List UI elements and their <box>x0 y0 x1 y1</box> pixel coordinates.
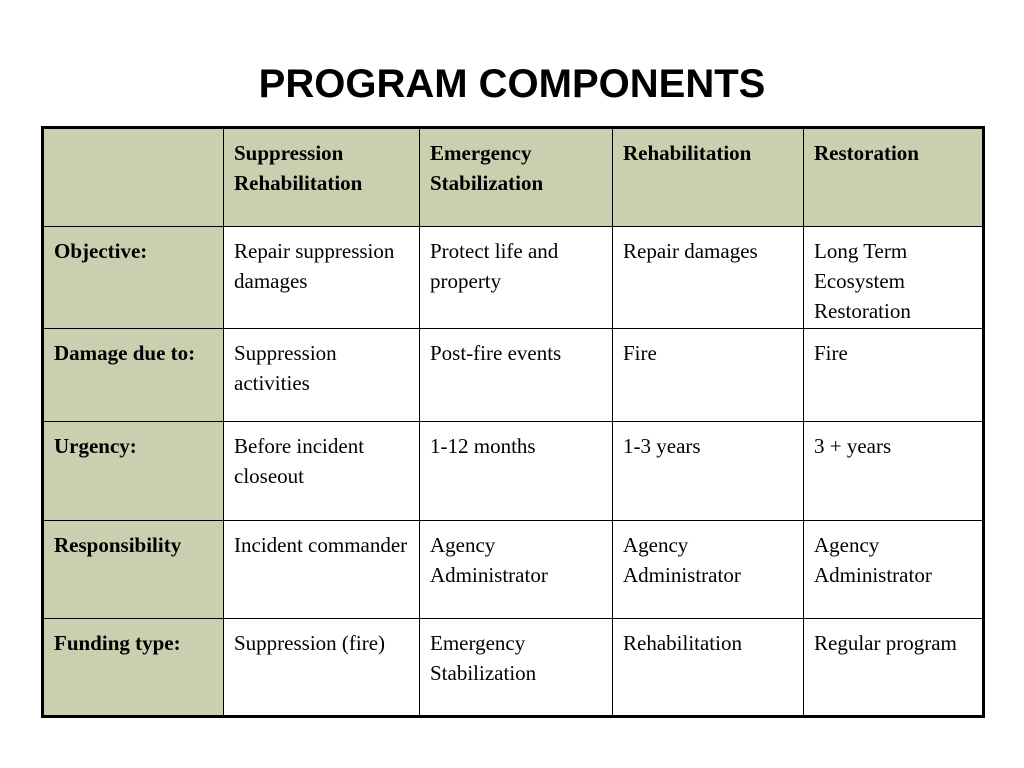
table-cell: Post-fire events <box>420 329 613 422</box>
table-header-row <box>43 128 984 227</box>
table-cell: Regular program <box>804 619 984 717</box>
row-header: Objective: <box>43 227 224 329</box>
table-cell: Fire <box>804 329 984 422</box>
table-cell: Emergency Stabilization <box>420 619 613 717</box>
column-header: Rehabilitation <box>613 128 804 227</box>
table-row <box>43 329 984 422</box>
table-cell: 1-12 months <box>420 422 613 521</box>
table-row <box>43 422 984 521</box>
table-cell: Agency Administrator <box>804 521 984 619</box>
table-cell: Rehabilitation <box>613 619 804 717</box>
table-cell: 1-3 years <box>613 422 804 521</box>
row-header: Damage due to: <box>43 329 224 422</box>
table-row <box>43 521 984 619</box>
table-cell: Suppression (fire) <box>224 619 420 717</box>
table-row <box>43 227 984 329</box>
column-header: Restoration <box>804 128 984 227</box>
table-cell: Fire <box>613 329 804 422</box>
table-cell: Agency Administrator <box>613 521 804 619</box>
table-cell: Long Term Ecosystem Restoration <box>804 227 984 329</box>
table-cell: Protect life and property <box>420 227 613 329</box>
row-header: Urgency: <box>43 422 224 521</box>
table-cell: Repair suppression damages <box>224 227 420 329</box>
row-header: Funding type: <box>43 619 224 717</box>
table-cell: Agency Administrator <box>420 521 613 619</box>
table-cell: Incident commander <box>224 521 420 619</box>
row-header: Responsibility <box>43 521 224 619</box>
table-cell: Before incident closeout <box>224 422 420 521</box>
table-row <box>43 619 984 717</box>
table-cell: Suppression activities <box>224 329 420 422</box>
column-header: Emergency Stabilization <box>420 128 613 227</box>
header-corner-cell <box>43 128 224 227</box>
page-title: PROGRAM COMPONENTS <box>258 62 766 106</box>
program-components-table <box>41 126 985 718</box>
table-cell: 3 + years <box>804 422 984 521</box>
column-header: Suppression Rehabilitation <box>224 128 420 227</box>
table-cell: Repair damages <box>613 227 804 329</box>
